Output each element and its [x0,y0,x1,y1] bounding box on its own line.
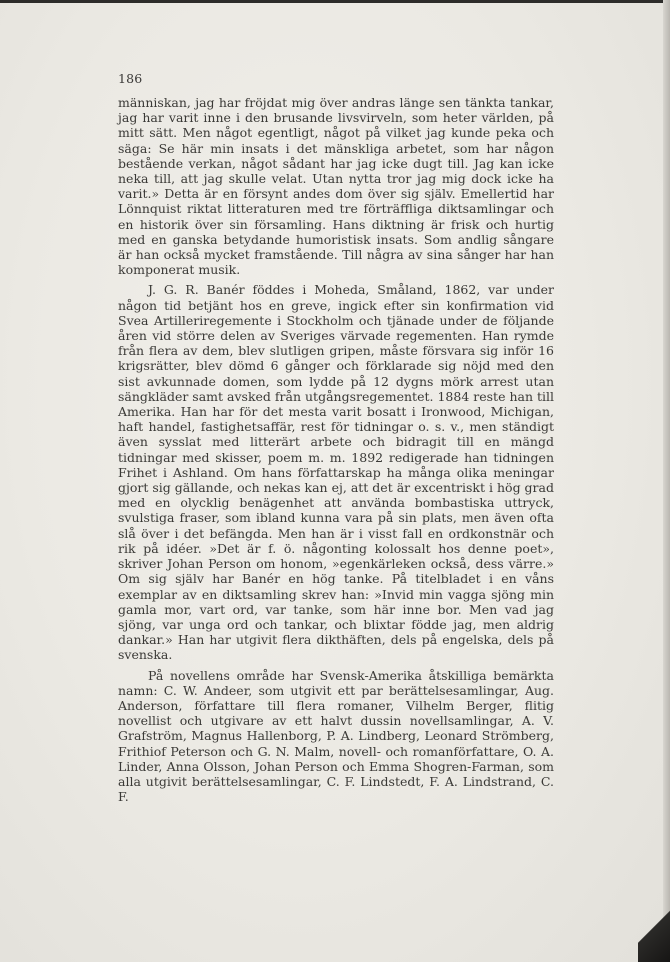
paragraph-baner: J. G. R. Banér föddes i Moheda, Småland, 1862, var under någon tid betjänt hos en greve, ingick efter sin konfirmation vid Svea Artilleriregemente i Stockholm och tjänade under de följande åren vid större delen av Sveriges värvade regementen. Han rymde från flera av dem, blev slutligen gripen, måste försvara sig inför 16 krigsrätter, blev dömd 6 gånger och förklarade sig nöjd med den sist avkunnade domen, som lydde på 12 dygns mörk arrest utan sängkläder samt avsked från utgångsregementet. 1884 reste han till Amerika. Han har för det mesta varit bosatt i Ironwood, Michigan, haft handel, fastighetsaffär, rest för tidningar o. s. v., men ständigt även sysslat med litterärt arbete och bidragit till en mängd tidningar med skisser, poem m. m. 1892 redigerade han tidningen Frihet i Ashland. Om hans författarskap ha många olika meningar gjort sig gällande, och nekas kan ej, att det är excentriskt i hög grad med en olycklig benägenhet att använda bombastiska uttryck, svulstiga fraser, som ibland kunna vara på sin plats, men även ofta slå över i det befängda. Men han är i visst fall en ordkonstnär och rik på idéer. »Det är f. ö. någonting kolossalt hos denne poet», skriver Johan Person om honom, »egenkärleken också, dess värre.» Om sig själv har Banér en hög tanke. På titelbladet i en våns exemplar av en diktsamling skrev han: »Invid min vagga sjöng min gamla mor, vart ord, var tanke, som här inne bor. Men vad jag sjöng, var unga ord och tankar, och blixtar födde jag, men aldrig dankar.» Han har utgivit flera dikthäften, dels på engelska, dels på svenska. [118,282,554,663]
corner-shadow [638,900,670,962]
paragraph-novel-authors: På novellens område har Svensk-Amerika åtskilliga bemärkta namn: C. W. Andeer, som utgivit ett par berättelsesamlingar, Aug. Anderson, författare till flera romaner, Vilhelm Berger, flitig novellist och utgivare av ett halvt dussin novellsamlingar, A. V. Grafström, Magnus Hallenborg, P. A. Lindberg, Leonard Strömberg, Frithiof Peterson och G. N. Malm, novell- och romanförfattare, O. A. Linder, Anna Olsson, Johan Person och Emma Shogren-Farman, som alla utgivit berättelsesamlingar, C. F. Lindstedt, F. A. Lindstrand, C. F. [118,667,554,805]
top-page-edge [0,0,670,3]
page-number: 186 [118,71,143,86]
right-page-edge [663,0,670,962]
paragraph-lonnquist-ending: människan, jag har fröjdat mig över andras länge sen tänkta tankar, jag har varit inne i den brusande livsvirveln, som heter världen, på mitt sätt. Men något egentligt, något på vilket jag kunde peka och säga: Se här min insats i det mänskliga arbetet, som har någon bestående verkan, något sådant har jag icke dugt till. Jag kan icke neka till, att jag skulle velat. Utan nytta tror jag mig dock icke ha varit.» Detta är en försynt andes dom över sig själv. Emellertid har Lönnquist riktat litteraturen med tre förträffliga diktsamlingar och en historik över sin församling. Hans diktning är frisk och hurtig med en ganska betydande humoristisk insats. Som andlig sångare är han också mycket framstående. Till några av sina sånger har han komponerat musik. [118,95,554,278]
text-column [118,95,554,804]
